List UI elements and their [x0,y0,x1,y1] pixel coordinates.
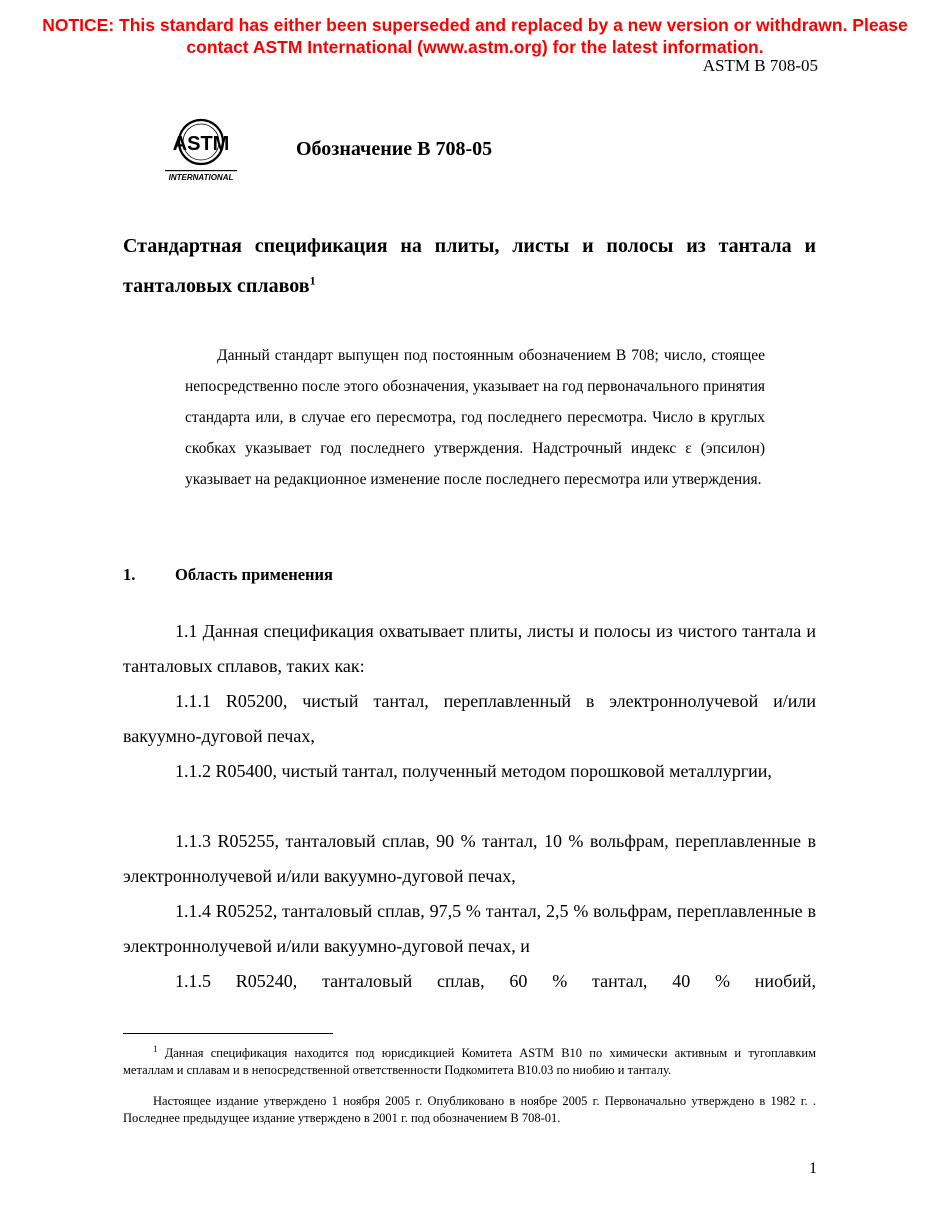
paragraph-1-1-2: 1.1.2 R05400, чистый тантал, полученный методом порошковой металлургии, [175,761,772,781]
paragraph-1-1-3: 1.1.3 R05255, танталовый сплав, 90 % тантал, 10 % вольфрам, переплавленные в электроннолучевой и/или вакуумно-дуговой печах, [123,831,816,886]
section-1-title: Область применения [175,565,333,584]
standard-intro: Данный стандарт выпущен под постоянным обозначением B 708; число, стоящее непосредственно после этого обозначения, указывает на год первоначального принятия стандарта или, в случае его пересмотра, год последнего пересмотра. Число в круглых скобках указывает год последнего утверждения. Надстрочный индекс ε (эпсилон) указывает на редакционное изменение после последнего пересмотра или утверждения. [185,347,765,488]
header-standard-code: ASTM B 708-05 [702,56,818,75]
logo-sub-text: INTERNATIONAL [168,173,234,182]
astm-logo [163,115,239,183]
paragraph-1-1-4: 1.1.4 R05252, танталовый сплав, 97,5 % тантал, 2,5 % вольфрам, переплавленные в электроннолучевой и/или вакуумно-дуговой печах, и [123,901,816,956]
notice-line-2: contact ASTM International (www.astm.org) for the latest information. [186,37,764,57]
notice-line-1: NOTICE: This standard has either been superseded and replaced by a new version or withdrawn. Please [42,15,908,35]
footnote-1-marker: 1 [153,1044,158,1054]
page-number: 1 [809,1160,817,1177]
section-1-heading [123,565,333,585]
paragraph-1-1-5: 1.1.5 R05240, танталовый сплав, 60 % тантал, 40 % ниобий, [175,971,816,991]
section-1-number: 1. [123,565,136,584]
paragraph-1-1: 1.1 Данная спецификация охватывает плиты, листы и полосы из чистого тантала и танталовых сплавов, таких как: [123,621,816,676]
document-designation: Обозначение B 708-05 [296,138,493,160]
withdrawal-notice [0,14,950,58]
document-title [123,226,816,306]
footnote-divider [123,1033,333,1034]
title-text: Стандартная спецификация на плиты, листы и полосы из тантала и танталовых сплавов [123,235,816,297]
footnote-1 [123,1041,816,1078]
footnote-1-text: Данная спецификация находится под юрисдикцией Комитета ASTM B10 по химически активным и тугоплавким металлам и сплавам и в непосредственной ответственности Подкомитета B10.03 по ниобию и танталу. [123,1046,816,1077]
footnote-edition: Настоящее издание утверждено 1 ноября 2005 г. Опубликовано в ноябре 2005 г. Первоначально утверждено в 1982 г. . Последнее предыдущее издание утверждено в 2001 г. под обозначением B 708-01. [123,1094,816,1125]
logo-main-text: ASTM [172,133,230,155]
title-footnote-ref: 1 [309,273,316,288]
paragraph-1-1-1: 1.1.1 R05200, чистый тантал, переплавленный в электроннолучевой и/или вакуумно-дуговой печах, [123,691,816,746]
astm-logo-icon [163,115,239,183]
